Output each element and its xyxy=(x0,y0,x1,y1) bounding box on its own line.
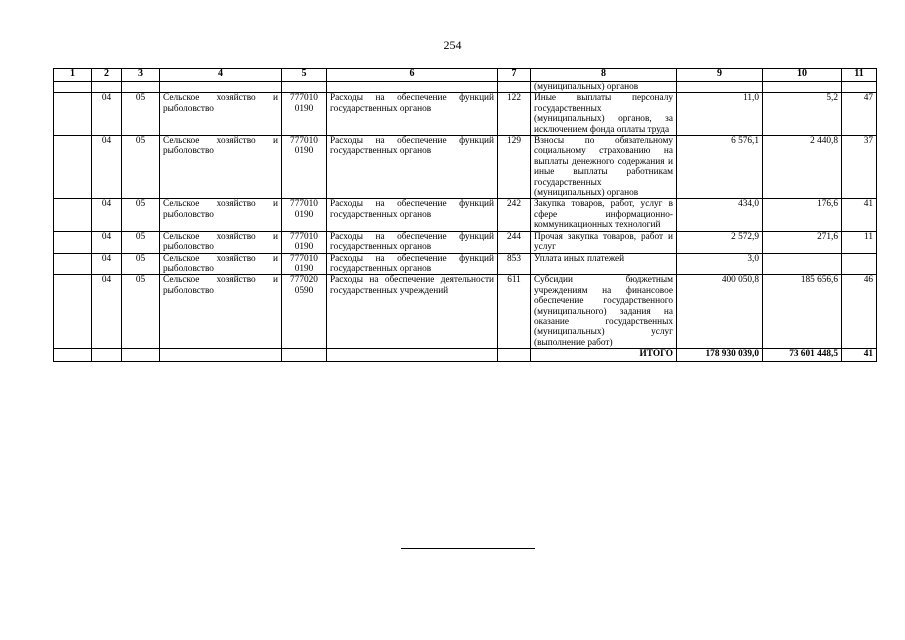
budget-table xyxy=(53,68,877,362)
planned-amount: 434,0 xyxy=(677,199,763,231)
expense-type-code: 129 xyxy=(498,136,531,199)
subsection-code: 05 xyxy=(122,93,160,136)
subsection-code: 05 xyxy=(122,199,160,231)
section-name: Сельское хозяйство и рыболовство xyxy=(160,136,282,199)
actual-amount: 176,6 xyxy=(763,199,842,231)
planned-amount: 400 050,8 xyxy=(677,275,763,349)
expense-type-name: Субсидии бюджетным учреждениям на финансовое обеспечение государственного (муниципального) задания на оказание государственных (муниципальных) услуг (выполнение работ) xyxy=(531,275,677,349)
execution-percent: 46 xyxy=(842,275,877,349)
column-header: 10 xyxy=(763,69,842,82)
expense-type-code: 122 xyxy=(498,93,531,136)
expense-type-code: 853 xyxy=(498,253,531,275)
section-code: 04 xyxy=(92,136,122,199)
closing-divider-line xyxy=(401,548,535,549)
column-number-row xyxy=(54,69,877,82)
section-name: Сельское хозяйство и рыболовство xyxy=(160,231,282,253)
target-article-name: Расходы на обеспечение деятельности государственных учреждений xyxy=(327,275,498,349)
target-article-code: 777010 0190 xyxy=(282,231,327,253)
planned-amount: 6 576,1 xyxy=(677,136,763,199)
execution-percent: 11 xyxy=(842,231,877,253)
total-actual-amount: 73 601 448,5 xyxy=(763,349,842,362)
table-row xyxy=(54,93,877,136)
target-article-code: 777010 0190 xyxy=(282,93,327,136)
column-header: 1 xyxy=(54,69,92,82)
expense-type-name: Иные выплаты персоналу государственных (муниципальных) органов, за исключением фонда оплаты труда xyxy=(531,93,677,136)
expense-type-name: Уплата иных платежей xyxy=(531,253,677,275)
execution-percent: 41 xyxy=(842,199,877,231)
planned-amount: 3,0 xyxy=(677,253,763,275)
expense-type-code: 611 xyxy=(498,275,531,349)
total-planned-amount: 178 930 039,0 xyxy=(677,349,763,362)
table-row xyxy=(54,231,877,253)
actual-amount: 2 440,8 xyxy=(763,136,842,199)
continuation-text: (муниципальных) органов xyxy=(531,82,677,93)
section-code: 04 xyxy=(92,199,122,231)
actual-amount: 271,6 xyxy=(763,231,842,253)
expense-type-name: Прочая закупка товаров, работ и услуг xyxy=(531,231,677,253)
column-header: 7 xyxy=(498,69,531,82)
column-header: 5 xyxy=(282,69,327,82)
column-header: 6 xyxy=(327,69,498,82)
execution-percent xyxy=(842,253,877,275)
expense-type-code: 242 xyxy=(498,199,531,231)
target-article-name: Расходы на обеспечение функций государственных органов xyxy=(327,93,498,136)
actual-amount: 185 656,6 xyxy=(763,275,842,349)
section-code: 04 xyxy=(92,231,122,253)
table-row xyxy=(54,199,877,231)
total-label: ИТОГО xyxy=(531,349,677,362)
planned-amount: 2 572,9 xyxy=(677,231,763,253)
expense-type-name: Закупка товаров, работ, услуг в сфере информационно-коммуникационных технологий xyxy=(531,199,677,231)
section-name: Сельское хозяйство и рыболовство xyxy=(160,93,282,136)
target-article-name: Расходы на обеспечение функций государственных органов xyxy=(327,231,498,253)
total-row xyxy=(54,349,877,362)
subsection-code: 05 xyxy=(122,275,160,349)
column-header: 4 xyxy=(160,69,282,82)
target-article-name: Расходы на обеспечение функций государственных органов xyxy=(327,253,498,275)
continuation-row xyxy=(54,82,877,93)
table-row xyxy=(54,136,877,199)
section-code: 04 xyxy=(92,275,122,349)
total-execution-percent: 41 xyxy=(842,349,877,362)
section-name: Сельское хозяйство и рыболовство xyxy=(160,199,282,231)
column-header: 2 xyxy=(92,69,122,82)
subsection-code: 05 xyxy=(122,253,160,275)
subsection-code: 05 xyxy=(122,231,160,253)
target-article-name: Расходы на обеспечение функций государственных органов xyxy=(327,199,498,231)
target-article-code: 777010 0190 xyxy=(282,253,327,275)
target-article-code: 777010 0190 xyxy=(282,199,327,231)
column-header: 3 xyxy=(122,69,160,82)
execution-percent: 37 xyxy=(842,136,877,199)
section-code: 04 xyxy=(92,253,122,275)
target-article-name: Расходы на обеспечение функций государственных органов xyxy=(327,136,498,199)
column-header: 8 xyxy=(531,69,677,82)
target-article-code: 777020 0590 xyxy=(282,275,327,349)
table-row xyxy=(54,275,877,349)
table-row xyxy=(54,253,877,275)
expense-type-name: Взносы по обязательному социальному страхованию на выплаты денежного содержания и иные выплаты работникам государственных (муниципальных) органов xyxy=(531,136,677,199)
target-article-code: 777010 0190 xyxy=(282,136,327,199)
planned-amount: 11,0 xyxy=(677,93,763,136)
section-name: Сельское хозяйство и рыболовство xyxy=(160,275,282,349)
actual-amount: 5,2 xyxy=(763,93,842,136)
column-header: 9 xyxy=(677,69,763,82)
subsection-code: 05 xyxy=(122,136,160,199)
execution-percent: 47 xyxy=(842,93,877,136)
page-number: 254 xyxy=(443,38,462,52)
column-header: 11 xyxy=(842,69,877,82)
actual-amount xyxy=(763,253,842,275)
section-name: Сельское хозяйство и рыболовство xyxy=(160,253,282,275)
section-code: 04 xyxy=(92,93,122,136)
expense-type-code: 244 xyxy=(498,231,531,253)
